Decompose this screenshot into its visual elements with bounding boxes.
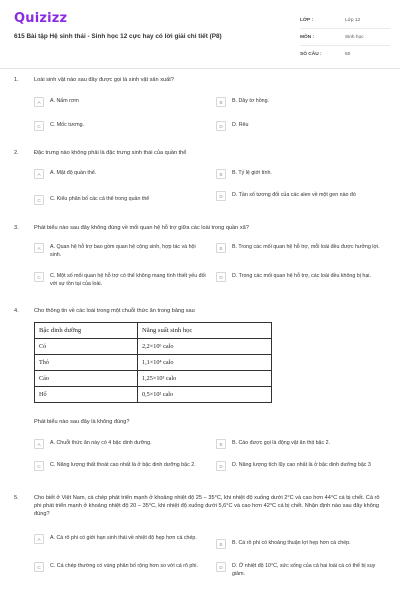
table-row (35, 371, 272, 387)
option-letter: C (34, 562, 44, 572)
option-text: A. Nấm rơm (50, 98, 79, 104)
meta-row-count (300, 46, 390, 62)
option-2c[interactable] (34, 196, 204, 205)
option-4a[interactable] (34, 440, 206, 449)
option-text: C. Cá chép thường có vùng phân bố rộng hơn so với cá rô phi. (50, 563, 198, 569)
option-text: D. Rêu (232, 122, 249, 128)
option-text: A. Chuỗi thức ăn này có 4 bậc dinh dưỡng. (50, 440, 152, 446)
meta-row-subject (300, 29, 390, 46)
option-text: D. Ở nhiệt độ 10°C, sức sống của cả hai loài cá có thể bị suy giảm. (232, 563, 376, 577)
option-text: B. Cáo được gọi là động vật ăn thịt bậc 2. (232, 440, 331, 446)
table-cell: 2,2×10⁶ calo (138, 339, 272, 355)
worksheet-header (0, 0, 400, 69)
option-letter: A (34, 439, 44, 449)
option-4d[interactable] (216, 462, 388, 471)
option-letter: D (216, 461, 226, 471)
question-number: 4. (14, 308, 19, 314)
option-text: D. Tần số tương đối của các alen về một gen nào đó (232, 192, 356, 198)
option-4b[interactable] (216, 440, 388, 449)
option-text: C. Năng lượng thất thoát cao nhất là ở bậc dinh dưỡng bậc 2. (50, 462, 196, 468)
worksheet-meta (300, 12, 390, 62)
question-text: Loài sinh vật nào sau đây được gọi là sinh vật sản xuất? (34, 77, 174, 83)
option-text: B. Trong các mối quan hệ hỗ trợ, mỗi loài đều được hưởng lợi. (232, 244, 380, 250)
option-letter: D (216, 121, 226, 131)
option-letter: C (34, 121, 44, 131)
option-3a[interactable] (34, 244, 206, 259)
option-text: D. Trong các mối quan hệ hỗ trợ, các loài đều không bị hại. (232, 273, 371, 279)
option-text: A. Mật độ quần thể. (50, 170, 97, 176)
option-letter: A (34, 534, 44, 544)
table-cell: Thỏ (35, 355, 138, 371)
question-text: Cho biết ở Việt Nam, cá chép phát triển mạnh ở khoảng nhiệt độ 25 − 35°C, khi nhiệt độ xuống dưới 2°C và cao hơn 44°C cá bị chết. Cá rô phi phát triển mạnh ở khoảng nhiệt độ 20 − 35°C, khi nhiệt độ xuống dưới 5,6°C và cao hơn 42°C cá bị chết. Nhận định nào sau đây không đúng? (34, 495, 380, 517)
table-cell: Cáo (35, 371, 138, 387)
option-text: C. Kiểu phân bố các cá thể trong quần thể (50, 196, 150, 202)
table-cell: Hổ (35, 387, 138, 403)
meta-value: Lớp 12 (345, 17, 361, 23)
meta-label: SỐ CÂU : (300, 51, 322, 57)
option-letter: B (216, 539, 226, 549)
option-letter: C (34, 461, 44, 471)
option-letter: B (216, 97, 226, 107)
question-number: 1. (14, 77, 19, 83)
option-text: B. Cá rô phi có khoảng thuận lợi hẹp hơn cá chép. (232, 540, 351, 546)
option-letter: A (34, 169, 44, 179)
option-letter: D (216, 272, 226, 282)
option-letter: C (34, 195, 44, 205)
option-5c[interactable] (34, 563, 206, 572)
table-row (35, 339, 272, 355)
question-subtext: Phát biểu nào sau đây là không đúng? (34, 419, 130, 425)
option-text: B. Dây tơ hồng. (232, 98, 270, 104)
table-row (35, 355, 272, 371)
food-chain-table (34, 322, 272, 403)
option-5d[interactable] (216, 563, 388, 578)
option-1d[interactable] (216, 122, 386, 131)
option-1b[interactable] (216, 98, 386, 107)
meta-value: 50 (345, 51, 351, 57)
question-number: 3. (14, 225, 19, 231)
question-text: Phát biểu nào sau đây không đúng về mối quan hệ hỗ trợ giữa các loài trong quần xã? (34, 225, 249, 231)
question-text: Cho thông tin về các loài trong một chuỗi thức ăn trong bảng sau (34, 308, 195, 314)
quizizz-logo[interactable]: Quizizz (14, 11, 68, 26)
option-text: A. Quan hệ hỗ trợ bao gồm quan hệ cộng sinh, hợp tác và hội sinh. (50, 244, 196, 258)
option-1c[interactable] (34, 122, 204, 131)
table-header-cell: Bậc dinh dưỡng (35, 323, 138, 339)
option-4c[interactable] (34, 462, 206, 471)
meta-value: Sinh học (345, 34, 364, 40)
question-number: 2. (14, 150, 19, 156)
option-2b[interactable] (216, 170, 386, 179)
meta-label: LỚP : (300, 17, 314, 23)
table-cell: 1,25×10³ calo (138, 371, 272, 387)
option-letter: C (34, 272, 44, 282)
table-cell: 1,1×10⁴ calo (138, 355, 272, 371)
option-text: B. Tỷ lệ giới tính. (232, 170, 272, 176)
option-letter: B (216, 439, 226, 449)
option-5a[interactable] (34, 535, 206, 544)
option-text: A. Cá rô phi có giới hạn sinh thái về nhiệt độ hẹp hơn cá chép. (50, 535, 197, 541)
option-5b[interactable] (216, 540, 388, 549)
option-letter: B (216, 243, 226, 253)
meta-row-class (300, 12, 390, 29)
question-text: Đặc trưng nào không phải là đặc trưng sinh thái của quần thể (34, 150, 187, 156)
option-3b[interactable] (216, 244, 388, 253)
option-letter: A (34, 97, 44, 107)
option-letter: D (216, 562, 226, 572)
question-number: 5. (14, 495, 19, 501)
meta-label: MÔN : (300, 34, 315, 40)
table-header-cell: Năng suất sinh học (138, 323, 272, 339)
option-2d[interactable] (216, 192, 388, 201)
option-letter: B (216, 169, 226, 179)
option-2a[interactable] (34, 170, 204, 179)
option-text: C. Mốc tương. (50, 122, 85, 128)
option-text: C. Một số mối quan hệ hỗ trợ có thể không mang tính thiết yếu đối với sự tồn tại của loài. (50, 273, 206, 287)
option-1a[interactable] (34, 98, 204, 107)
option-letter: A (34, 243, 44, 253)
option-3d[interactable] (216, 273, 388, 282)
option-letter: D (216, 191, 226, 201)
table-cell: Cỏ (35, 339, 138, 355)
option-3c[interactable] (34, 273, 206, 288)
worksheet-title: 615 Bài tập Hệ sinh thái - Sinh học 12 cực hay có lời giải chi tiết (P8) (14, 33, 222, 40)
table-cell: 0,5×10² calo (138, 387, 272, 403)
table-header-row (35, 323, 272, 339)
table-row (35, 387, 272, 403)
option-text: D. Năng lượng tích lũy cao nhất là ở bậc dinh dưỡng bậc 3 (232, 462, 371, 468)
